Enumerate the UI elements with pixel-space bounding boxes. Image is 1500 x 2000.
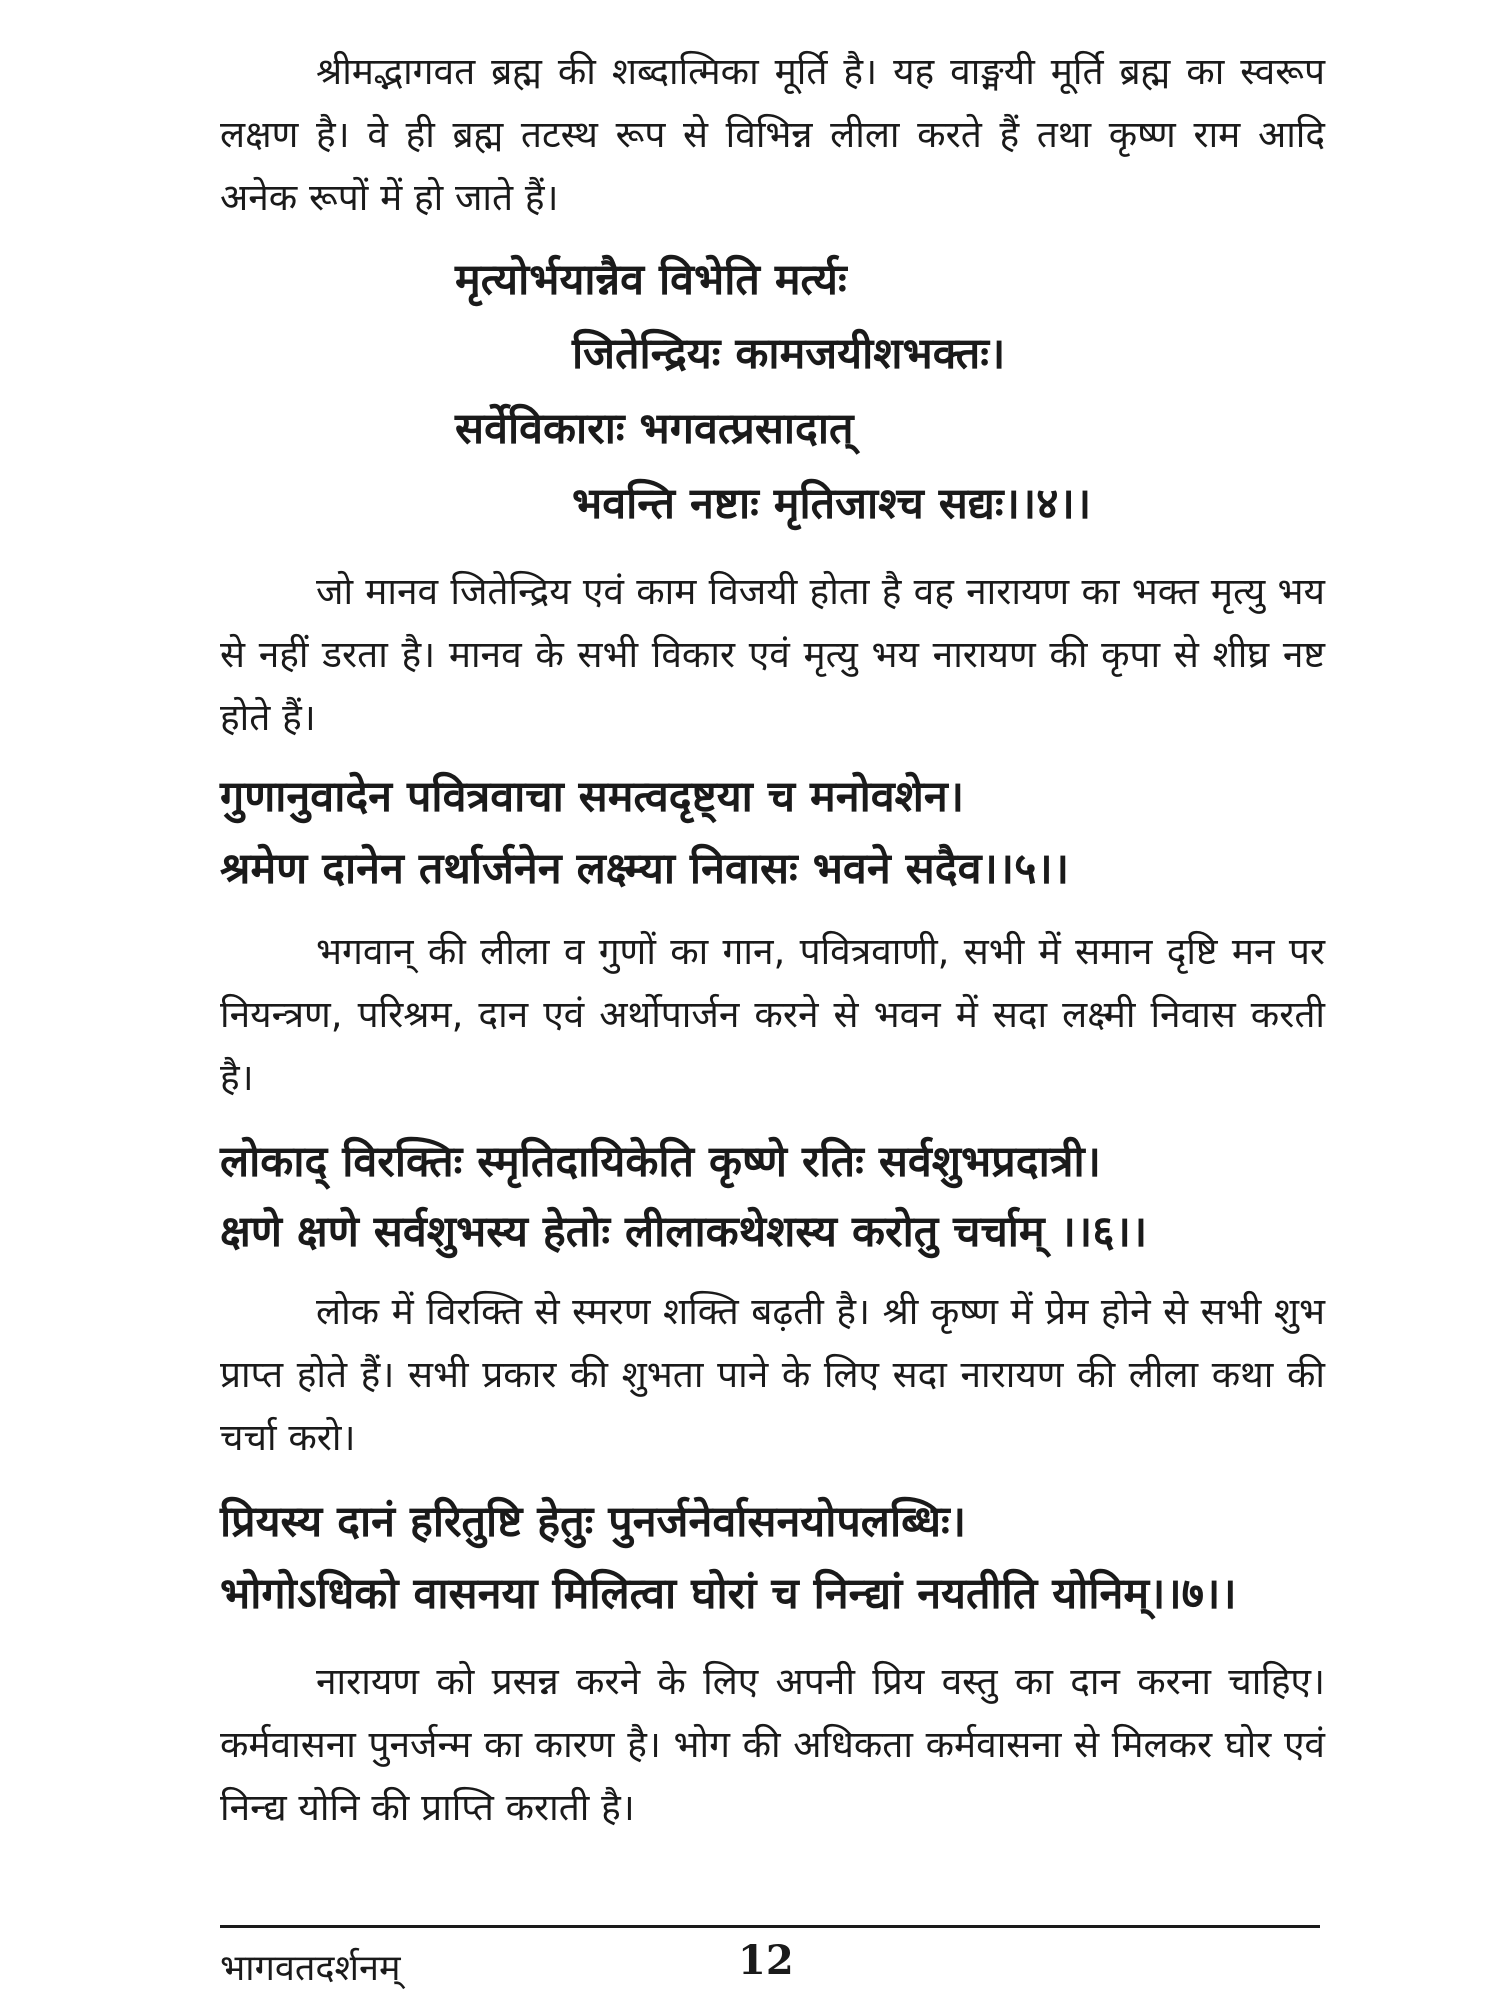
verse-4-line-3: सर्वेविकाराः भगवत्प्रसादात् xyxy=(455,404,854,454)
verse-4-line-2: जितेन्द्रियः कामजयीशभक्तः। xyxy=(572,329,1006,379)
footer-book-title: भागवतदर्शनम् xyxy=(220,1948,401,1989)
verse-7-line-2: भोगोऽधिको वासनया मिलित्वा घोरां च निन्द्यां नयतीति योनिम्।।७।। xyxy=(220,1569,1237,1619)
verse-6-line-1: लोकाद् विरक्तिः स्मृतिदायिकेति कृष्णे रतिः सर्वशुभप्रदात्री। xyxy=(220,1137,1101,1187)
commentary-paragraph-1: श्रीमद्भागवत ब्रह्म की शब्दात्मिका मूर्ति है। यह वाङ्मयी मूर्ति ब्रह्म का स्वरूप लक्षण है। वे ही ब्रह्म तटस्थ रूप से विभिन्न लीला करते हैं तथा कृष्ण राम आदि अनेक रूपों में हो जाते हैं। xyxy=(220,50,1325,219)
footer-divider xyxy=(220,1925,1320,1928)
commentary-paragraph-2: जो मानव जितेन्द्रिय एवं काम विजयी होता है वह नारायण का भक्त मृत्यु भय से नहीं डरता है। मानव के सभी विकार एवं मृत्यु भय नारायण की कृपा से शीघ्र नष्ट होते हैं। xyxy=(220,570,1325,739)
verse-5-line-1: गुणानुवादेन पवित्रवाचा समत्वदृष्ट्या च मनोवशेन। xyxy=(220,772,965,822)
page-number: 12 xyxy=(738,1937,794,1984)
verse-4-line-1: मृत्योर्भयान्नैव विभेति मर्त्यः xyxy=(455,255,847,305)
commentary-paragraph-5: नारायण को प्रसन्न करने के लिए अपनी प्रिय वस्तु का दान करना चाहिए। कर्मवासना पुनर्जन्म का कारण है। भोग की अधिकता कर्मवासना से मिलकर घोर एवं निन्द्य योनि की प्राप्ति कराती है। xyxy=(220,1660,1325,1829)
verse-4-line-4: भवन्ति नष्टाः मृतिजाश्च सद्यः।।४।। xyxy=(572,479,1092,529)
commentary-paragraph-4: लोक में विरक्ति से स्मरण शक्ति बढ़ती है। श्री कृष्ण में प्रेम होने से सभी शुभ प्राप्त होते हैं। सभी प्रकार की शुभता पाने के लिए सदा नारायण की लीला कथा की चर्चा करो। xyxy=(220,1290,1325,1459)
verse-5-line-2: श्रमेण दानेन तर्थार्जनेन लक्ष्म्या निवासः भवने सदैव।।५।। xyxy=(220,844,1070,894)
commentary-paragraph-3: भगवान् की लीला व गुणों का गान, पवित्रवाणी, सभी में समान दृष्टि मन पर नियन्त्रण, परिश्रम, दान एवं अर्थोपार्जन करने से भवन में सदा लक्ष्मी निवास करती है। xyxy=(220,930,1325,1099)
verse-6-line-2: क्षणे क्षणे सर्वशुभस्य हेतोः लीलाकथेशस्य करोतु चर्चाम् ।।६।। xyxy=(220,1207,1148,1257)
verse-7-line-1: प्रियस्य दानं हरितुष्टि हेतुः पुनर्जनेर्वासनयोपलब्धिः। xyxy=(220,1497,967,1547)
